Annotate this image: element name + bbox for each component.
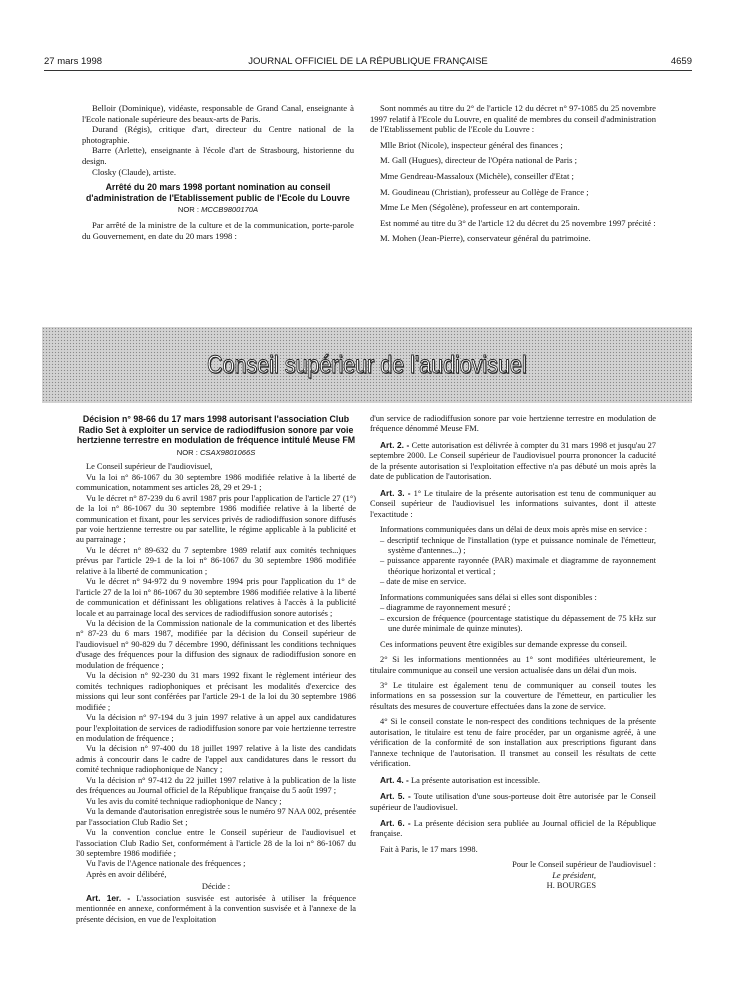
section-banner xyxy=(42,327,692,403)
nor-label: NOR : xyxy=(177,205,199,215)
decision-left-column xyxy=(76,414,356,925)
info-item: – excursion de fréquence (pourcentage statistique du dépassement de 75 kHz sur une durée minimale de quinze minutes). xyxy=(380,613,656,634)
article-4-label: Art. 4. - xyxy=(380,774,409,785)
section-banner-title: Conseil supérieur de l'audiovisuel xyxy=(207,350,527,379)
visa-paragraph: Vu la décision n° 97-412 du 22 juillet 1997 relative à la publication de la liste des fréquences au Journal officiel de la République française du 5 août 1997 ; xyxy=(76,775,356,796)
info-group-2-heading: Informations communiquées sans délai si elles sont disponibles : xyxy=(380,592,597,602)
info-item: – diagramme de rayonnement mesuré ; xyxy=(380,603,511,613)
nominee: M. Mohen (Jean-Pierre), conservateur général du patrimoine. xyxy=(380,233,591,244)
decision-right-column xyxy=(370,414,656,892)
article-1-label: Art. 1er. - xyxy=(86,892,131,903)
visa-paragraph: Vu le décret n° 94-972 du 9 novembre 1994 pris pour l'application du 1° de l'article 27 de la loi n° 86-1067 du 30 septembre 1986 modifiée relative à la liberté de communication et définissant les obligations relatives à l'accès à la publicité locale et au parrainage local des services de radiodiffusion sonore autorisés ; xyxy=(76,577,356,618)
info-item: – puissance apparente rayonnée (PAR) maximale et diagramme de rayonnement théorique horizontal et vertical ; xyxy=(380,556,656,576)
article-1 xyxy=(76,893,356,925)
header-rule xyxy=(44,70,692,71)
signature-line-1: Pour le Conseil supérieur de l'audiovisuel : xyxy=(512,860,656,870)
arrete-title: Arrêté du 20 mars 1998 portant nomination au conseil d'administration de l'Etablissement public de l'Ecole du Louvre xyxy=(86,182,350,203)
top-left-column xyxy=(82,103,354,241)
visa-paragraph: Vu la loi n° 86-1067 du 30 septembre 1986 modifiée relative à la liberté de communication, notamment ses articles 28, 29 et 29-1 ; xyxy=(76,472,356,493)
visa-paragraph: Vu la décision de la Commission nationale de la communication et des libertés n° 87-23 du 6 mars 1987, modifiée par la décision du Conseil supérieur de l'audiovisuel n° 90-829 du 7 décembre 1990, définissant les conditions techniques d'usage des fréquences pour la diffusion des signaux de radiodiffusion sonore en modulation de fréquence ; xyxy=(76,619,356,670)
nominee: Mme Gendreau-Massaloux (Michèle), conseiller d'Etat ; xyxy=(380,170,574,181)
visa-paragraph: Vu la demande d'autorisation enregistrée sous le numéro 97 NAA 002, présentée par l'association Club Radio Set ; xyxy=(76,807,356,827)
article-4-text: La présente autorisation est incessible. xyxy=(410,775,541,785)
nominee: Mlle Briot (Nicole), inspecteur général des finances ; xyxy=(380,139,563,150)
article-6 xyxy=(370,818,656,840)
visa-paragraph: Vu le décret n° 89-632 du 7 septembre 1989 relatif aux comités techniques prévus par l'article 29-1 de la loi n° 86-1067 du 30 septembre 1986 modifiée relative à la liberté de communication ; xyxy=(76,545,356,576)
fait-a-paris: Fait à Paris, le 17 mars 1998. xyxy=(380,844,478,854)
article-2-label: Art. 2. - xyxy=(380,439,410,450)
article-3-point-3: 3° Le titulaire est également tenu de communiquer au conseil toutes les informations en sa possession sur la couverture de l'émetteur, en particulier les résultats des mesures de couverture effectuées dans la zone de service. xyxy=(370,680,656,711)
article-3-text: 1° Le titulaire de la présente autorisation est tenu de communiquer au Conseil supérieur de l'audiovisuel les informations suivantes, dont il atteste l'exactitude : xyxy=(370,488,656,519)
header-date: 27 mars 1998 xyxy=(44,56,103,67)
signature-line-2: Le président, xyxy=(552,870,596,880)
nomination-intro: Sont nommés au titre du 2° de l'article 12 du décret n° 97-1085 du 25 novembre 1997 relatif à l'Ecole du Louvre, en qualité de membres du conseil d'administration de l'Etablissement public de l'Ecole du Louvre : xyxy=(370,103,656,135)
visa-paragraph: Après en avoir délibéré, xyxy=(86,869,167,879)
article-2-text: Cette autorisation est délivrée à compter du 31 mars 1998 et jusqu'au 27 septembre 2000. Le Conseil supérieur de l'audiovisuel pourra prononcer la caducité de la présente autorisation si l'exploitation effective n'a pas débuté un mois après la date de publication de l'autorisation. xyxy=(370,440,656,482)
article-3 xyxy=(370,488,656,520)
article-1-text: L'association susvisée est autorisée à utiliser la fréquence mentionnée en annexe, conformément à la convention susvisée et à l'annexe de la présente décision, en vue de l'exploitation xyxy=(76,893,356,924)
page-header xyxy=(44,56,692,70)
nominee: M. Gall (Hugues), directeur de l'Opéra national de Paris ; xyxy=(380,155,577,166)
article-6-text: La présente décision sera publiée au Journal officiel de la République française. xyxy=(370,818,656,839)
article-5-label: Art. 5. - xyxy=(380,791,411,802)
visa-paragraph: Vu l'avis de l'Agence nationale des fréquences ; xyxy=(86,859,246,869)
header-page-number: 4659 xyxy=(670,56,692,67)
decision-nor xyxy=(76,448,356,458)
signature-name: H. BOURGES xyxy=(546,881,596,891)
visa-paragraph: Le Conseil supérieur de l'audiovisuel, xyxy=(86,462,213,472)
top-right-column xyxy=(370,103,656,244)
article-5-text: Toute utilisation d'une sous-porteuse doit être autorisée par le Conseil supérieur de l'audiovisuel. xyxy=(370,792,656,812)
info-group-1-heading: Informations communiquées dans un délai de deux mois après mise en service : xyxy=(380,525,647,535)
decide-heading: Décide : xyxy=(201,882,231,892)
article-4 xyxy=(370,775,656,786)
article-3-point-2: 2° Si les informations mentionnées au 1° sont modifiées ultérieurement, le titulaire communique au conseil une version actualisée dans un délai d'un mois. xyxy=(370,655,656,675)
member-entry: Durand (Régis), critique d'art, directeur du Centre national de la photographie. xyxy=(82,124,354,145)
info-item: – descriptif technique de l'installation (type et puissance nominale de l'émetteur, système d'antennes...) ; xyxy=(380,535,656,555)
member-entry: Barre (Arlette), enseignante à l'école d'art de Strasbourg, historienne du design. xyxy=(82,145,354,166)
visa-paragraph: Vu la décision n° 97-194 du 3 juin 1997 relative à un appel aux candidatures pour l'exploitation de services de radiodiffusion sonore par voie hertzienne terrestre en modulation de fréquence ; xyxy=(76,713,356,744)
nor-label: NOR : xyxy=(176,447,198,457)
member-entry: Belloir (Dominique), vidéaste, responsable de Grand Canal, enseignante à l'Ecole nationale supérieure des beaux-arts de Paris. xyxy=(82,103,354,124)
nominee: M. Goudineau (Christian), professeur au Collège de France ; xyxy=(380,186,589,197)
nominee: Mme Le Men (Ségolène), professeur en art contemporain. xyxy=(380,202,580,213)
info-item: – date de mise en service. xyxy=(380,577,467,587)
article-2 xyxy=(370,440,656,483)
nor-code: MCCB9800170A xyxy=(201,205,259,215)
article-3-label: Art. 3. - xyxy=(380,487,411,498)
arrete-nor xyxy=(82,205,354,216)
member-entry: Closky (Claude), artiste. xyxy=(92,166,177,177)
info-request-note: Ces informations peuvent être exigibles sur demande expresse du conseil. xyxy=(380,639,627,649)
visa-paragraph: Vu les avis du comité technique radiophonique de Nancy ; xyxy=(86,796,282,806)
arrete-body: Par arrêté de la ministre de la culture et de la communication, porte-parole du Gouvernement, en date du 20 mars 1998 : xyxy=(82,219,354,241)
article-3-point-4: 4° Si le conseil constate le non-respect des conditions techniques de la présente autorisation, le titulaire est tenu de faire procéder, par un organisme agréé, à une vérification de la conformité de son installation aux prescriptions figurant dans l'annexe technique de l'autorisation. Il transmet au conseil les résultats de cette vérification. xyxy=(370,717,656,769)
visa-paragraph: Vu la convention conclue entre le Conseil supérieur de l'audiovisuel et l'association Club Radio Set, conformément à l'article 28 de la loi n° 86-1067 du 30 septembre 1986 modifiée ; xyxy=(76,828,356,858)
article-5 xyxy=(370,791,656,813)
nomination-intro-2: Est nommé au titre du 3° de l'article 12 du décret du 25 novembre 1997 précité : xyxy=(380,217,656,228)
visa-paragraph: Vu le décret n° 87-239 du 6 avril 1987 pris pour l'application de l'article 27 (1°) de la loi n° 86-1067 du 30 septembre 1986 modifiée relative à la liberté de communication et fixant, pour les services privés de radiodiffusion sonore diffusés par voie hertzienne terrestre ou par satellite, le régime applicable à la publicité et au parrainage ; xyxy=(76,493,356,545)
visa-paragraph: Vu la décision n° 92-230 du 31 mars 1992 fixant le règlement intérieur des comités techniques radiophoniques et précisant les modalités d'exercice des missions qui leur sont conférées par l'article 29-1 de la loi du 30 septembre 1986 modifiée ; xyxy=(76,671,356,712)
header-journal-title: JOURNAL OFFICIEL DE LA RÉPUBLIQUE FRANÇAISE xyxy=(248,56,488,67)
visa-paragraph: Vu la décision n° 97-400 du 18 juillet 1997 relative à la liste des candidats admis à concourir dans le cadre de l'appel aux candidatures dans le ressort du comité technique radiophonique de Nancy ; xyxy=(76,744,356,775)
decision-title: Décision n° 98-66 du 17 mars 1998 autorisant l'association Club Radio Set à exploiter un service de radiodiffusion sonore par voie hertzienne terrestre en modulation de fréquence intitulé Meuse FM xyxy=(76,414,356,446)
article-1-continued: d'un service de radiodiffusion sonore par voie hertzienne terrestre en modulation de fréquence dénommé Meuse FM. xyxy=(370,414,656,434)
nor-code: CSAX9801066S xyxy=(199,447,256,457)
article-6-label: Art. 6. - xyxy=(380,817,411,828)
